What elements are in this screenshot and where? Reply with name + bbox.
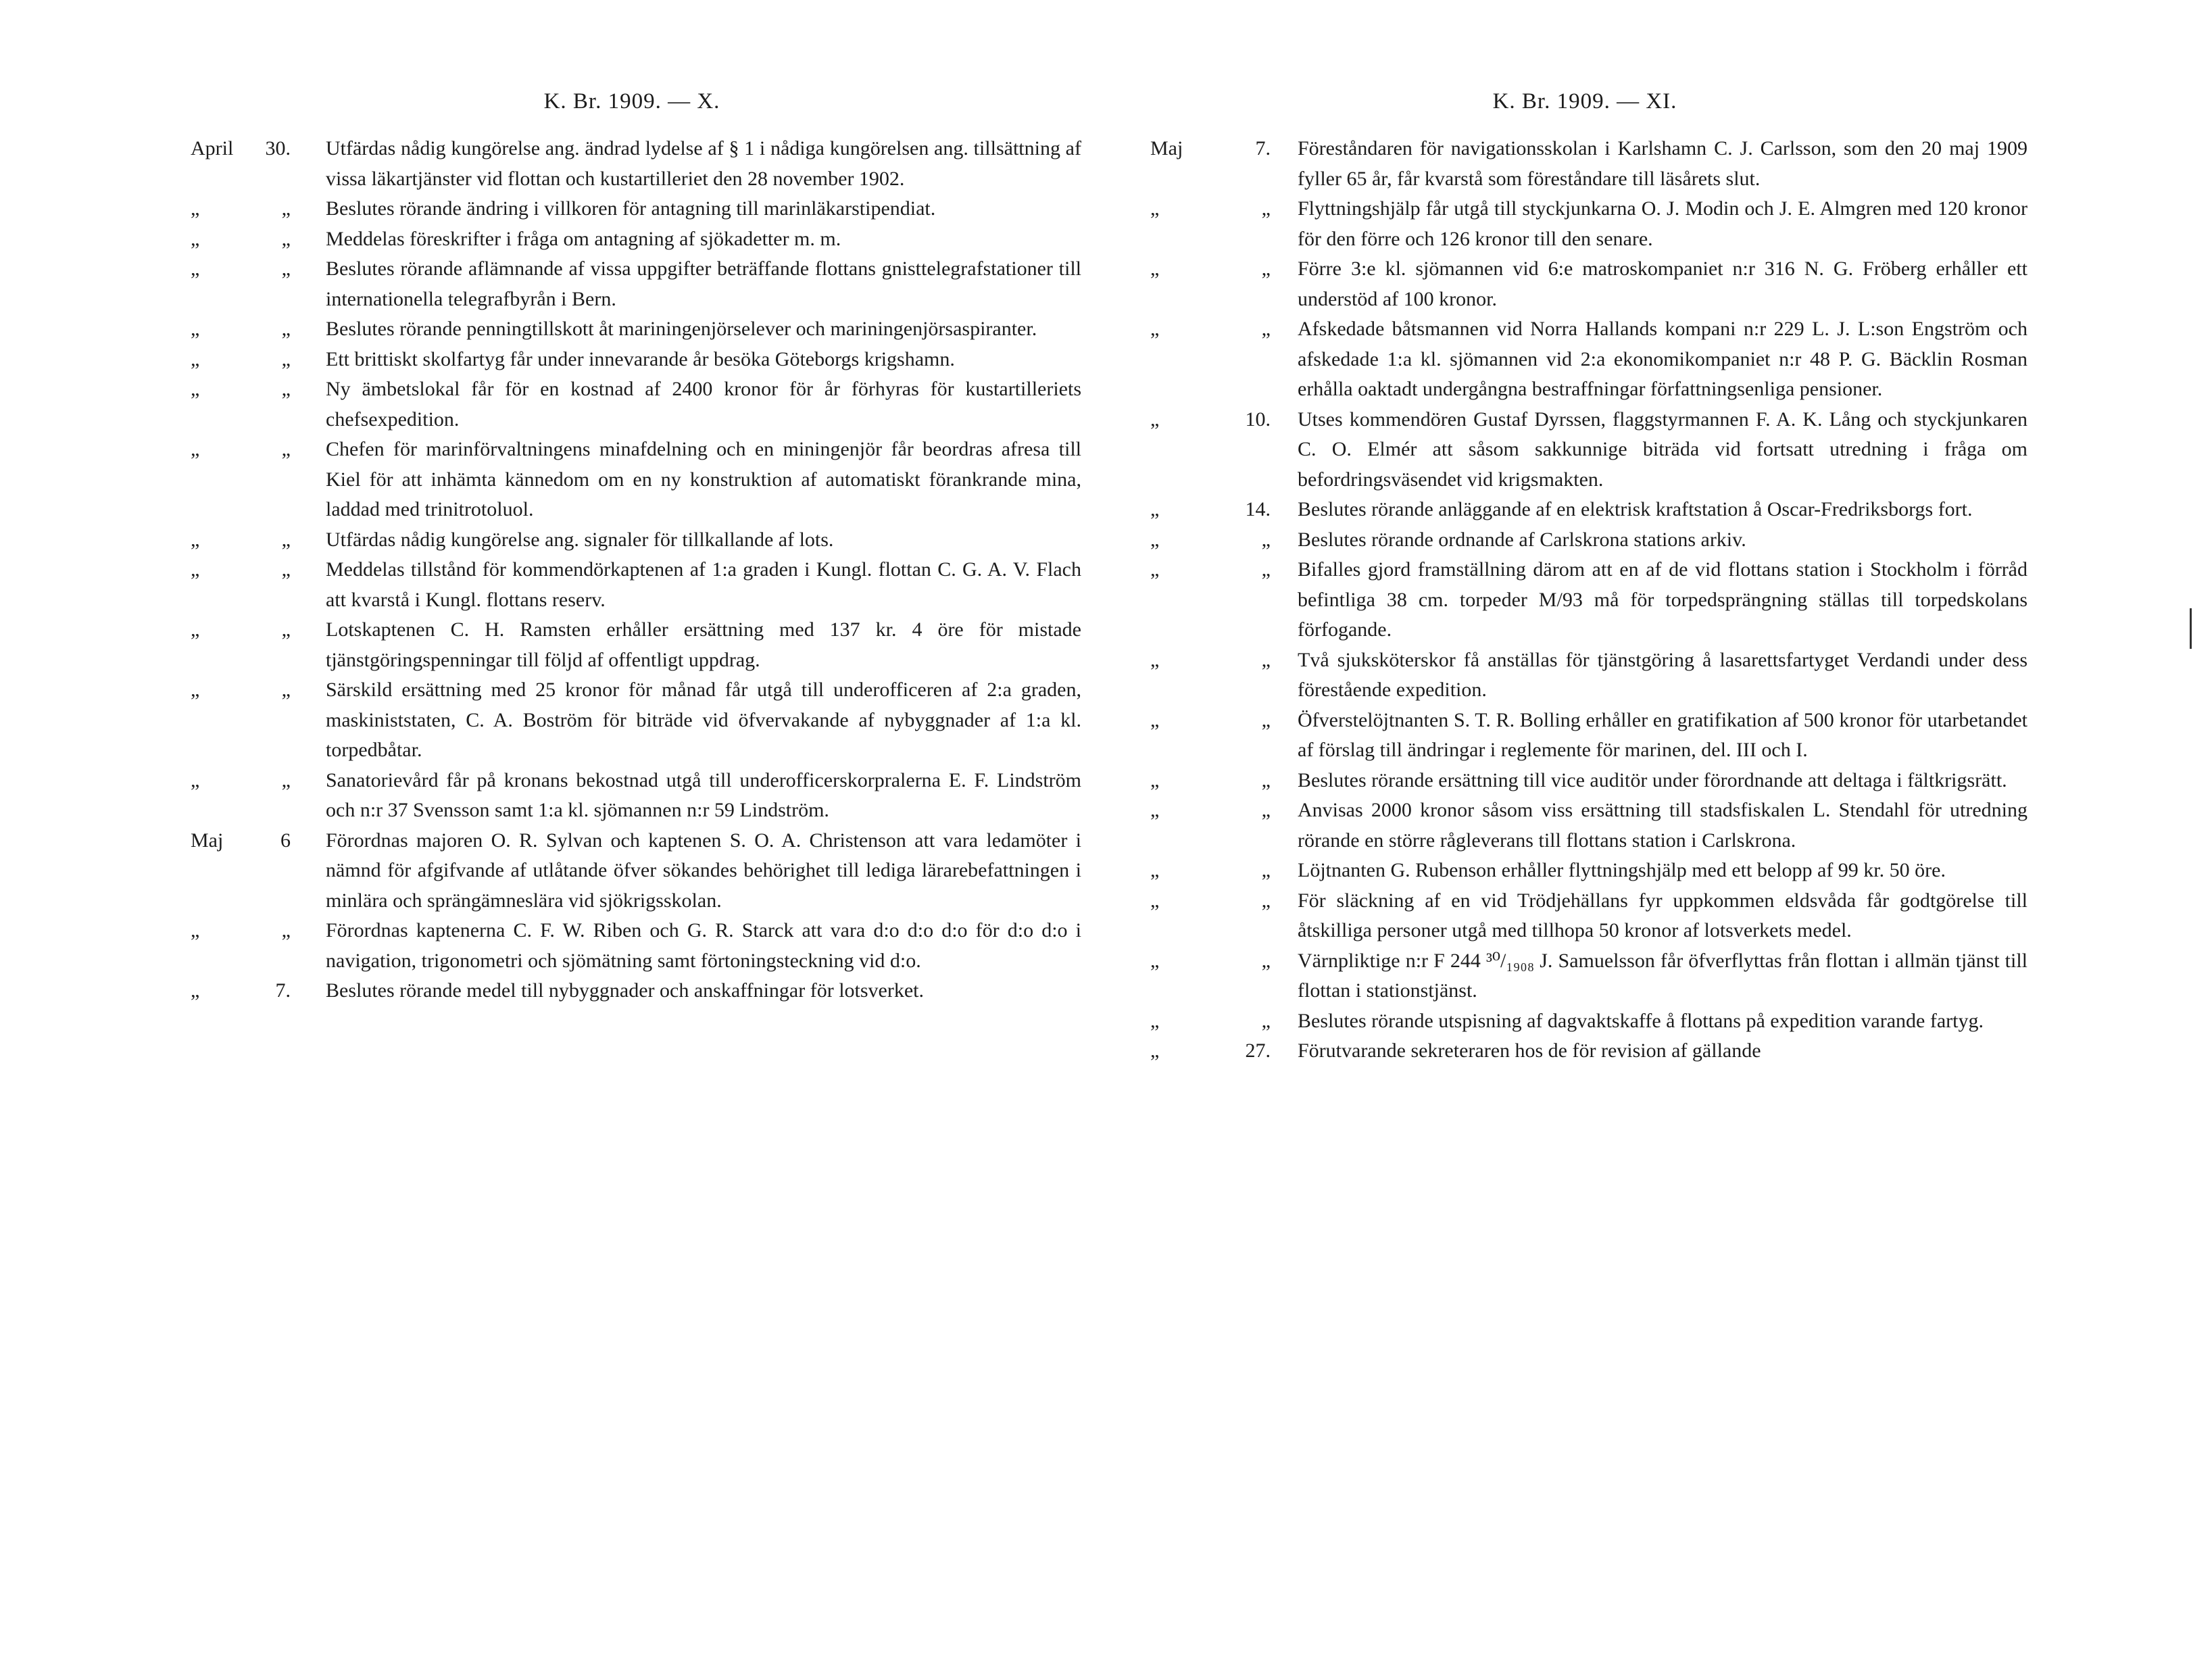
entry-text: Öfverstelöjtnanten S. T. R. Bolling erhåller en gratifikation af 500 kronor för utarbetandet af förslag till ändringar i reglemente för marinen, del. III och I. [1298, 708, 2027, 761]
entry [1142, 254, 2027, 314]
entry [1142, 555, 2027, 645]
entry-text: Två sjuksköterskor få anställas för tjänstgöring å lasarettsfartyget Verdandi under dess förestående expedition. [1298, 648, 2027, 701]
entry [1142, 856, 2027, 886]
entry-day: „ [1261, 258, 1271, 280]
entry-month: „ [1150, 859, 1160, 881]
entry-text: Beslutes rörande ordnande af Carlskrona stations arkiv. [1298, 528, 1746, 551]
entry-day: „ [1261, 859, 1271, 881]
entry-text: Föreståndaren för navigationsskolan i Karlshamn C. J. Carlsson, som den 20 maj 1909 fyller 65 år, får kvarstå som föreståndare till läsårets slut. [1298, 137, 2027, 190]
entry-day: 7. [1255, 137, 1271, 160]
entry-text: Beslutes rörande ersättning till vice auditör under förordnande att deltaga i fältkrigsrätt. [1298, 768, 2007, 791]
entry-text: Bifalles gjord framställning därom att en af de vid flottans station i Stockholm i förråd befintliga 38 cm. torpeder M/93 må för torpedsprängning ställas till torpedskolans förfogande. [1298, 558, 2027, 641]
entry-text: Utfärdas nådig kungörelse ang. ändrad lydelse af § 1 i nådiga kungörelsen ang. tillsättning af vissa läkartjänster vid flottan och kustartilleriet den 28 november 1902. [326, 137, 1081, 190]
entry-text: Värnpliktige n:r F 244 ³⁰/₁₉₀₈ J. Samuelsson får öfverflyttas från flottan i allmän tjänst till flottan i stationstjänst. [1298, 949, 2027, 1002]
entry [182, 194, 1081, 224]
entry-day: „ [281, 919, 291, 941]
entry [1142, 495, 2027, 525]
entry [1142, 314, 2027, 405]
entry-day: 10. [1245, 408, 1271, 431]
entry-text: Särskild ersättning med 25 kronor för månad får utgå till underofficeren af 2:a graden, maskiniststaten, C. A. Boström för biträde vid öfvervakande af nybyggnader af 1:a kl. torpedbåtar. [326, 679, 1081, 761]
entry-month: „ [191, 679, 200, 701]
entry [182, 555, 1081, 615]
entry-day: „ [281, 378, 291, 400]
entry [182, 916, 1081, 976]
entry-day: „ [281, 768, 291, 791]
entry-day: „ [1261, 197, 1271, 220]
entry-text: För släckning af en vid Trödjehällans fyr uppkommen eldsvåda får godtgörelse till åtskilliga personer utgå med tillhopa 50 kronor af lotsverkets medel. [1298, 889, 2027, 941]
entry-month: „ [191, 227, 200, 250]
entry-month: „ [1150, 799, 1160, 821]
entry [1142, 134, 2027, 194]
left-page [182, 0, 1081, 1666]
entry-month: „ [1150, 949, 1160, 972]
entry-month: „ [1150, 318, 1160, 340]
right-page-heading: K. Br. 1909. — XI. [1492, 89, 1677, 114]
entry-day: „ [281, 318, 291, 340]
entry-month: „ [191, 528, 200, 551]
entry [1142, 1036, 2027, 1067]
entry [1142, 946, 2027, 1006]
entry [1142, 1006, 2027, 1037]
entry-text: Beslutes rörande medel till nybyggnader och anskaffningar för lotsverket. [326, 979, 925, 1002]
entry [1142, 706, 2027, 766]
entry-day: „ [1261, 708, 1271, 731]
entry-month: „ [191, 197, 200, 220]
entry [182, 345, 1081, 375]
entry [182, 224, 1081, 255]
entry [182, 826, 1081, 916]
entry-day: „ [281, 227, 291, 250]
entry-day: „ [1261, 768, 1271, 791]
entry-text: Förordnas kaptenerna C. F. W. Riben och G. R. Starck att vara d:o d:o d:o för d:o d:o i navigation, trigonometri och sjömätning samt förtoningsteckning vid d:o. [326, 919, 1081, 972]
entry-month: „ [191, 768, 200, 791]
page-edge-mark [2190, 608, 2192, 649]
entry-day: 27. [1245, 1039, 1271, 1062]
entry-text: Flyttningshjälp får utgå till styckjunkarna O. J. Modin och J. E. Almgren med 120 kronor för den förre och 126 kronor till den senare. [1298, 197, 2027, 250]
entry [182, 976, 1081, 1006]
entry-month: „ [1150, 768, 1160, 791]
entry [1142, 886, 2027, 946]
entry [182, 134, 1081, 194]
entry-month: „ [1150, 528, 1160, 551]
entry-month: April [191, 137, 234, 160]
entry-month: „ [191, 318, 200, 340]
entry-day: „ [281, 618, 291, 641]
entry-text: Beslutes rörande utspisning af dagvaktskaffe å flottans på expedition varande fartyg. [1298, 1009, 1984, 1032]
entry-text: Förutvarande sekreteraren hos de för revision af gällande [1298, 1039, 1761, 1062]
entry-month: „ [1150, 889, 1160, 912]
entry-day: „ [281, 197, 291, 220]
entry [1142, 645, 2027, 706]
entry-month: „ [1150, 1039, 1160, 1062]
entry [1142, 525, 2027, 556]
entry-day: „ [1261, 1009, 1271, 1032]
entry-month: „ [191, 919, 200, 941]
entry-day: „ [281, 347, 291, 370]
entry [1142, 194, 2027, 254]
entry [1142, 405, 2027, 495]
entry-text: Utfärdas nådig kungörelse ang. signaler för tillkallande af lots. [326, 528, 834, 551]
entry-month: „ [1150, 708, 1160, 731]
entry [182, 675, 1081, 766]
entry [1142, 766, 2027, 796]
entry-month: „ [191, 378, 200, 400]
entry [1142, 795, 2027, 856]
entry-text: Sanatorievård får på kronans bekostnad utgå till underofficerskorpralerna E. F. Lindström och n:r 37 Svensson samt 1:a kl. sjömannen n:r 59 Lindström. [326, 768, 1081, 821]
entry-month: „ [1150, 1009, 1160, 1032]
entry-month: Maj [191, 829, 224, 852]
entry [182, 766, 1081, 826]
entry-day: 14. [1245, 498, 1271, 520]
entry-day: „ [1261, 318, 1271, 340]
entry-day: 6 [280, 829, 291, 852]
entry-text: Beslutes rörande ändring i villkoren för antagning till marinläkarstipendiat. [326, 197, 936, 220]
entry [182, 314, 1081, 345]
entry-day: „ [281, 679, 291, 701]
entry-day: „ [281, 558, 291, 581]
entry-month: „ [1150, 498, 1160, 520]
entry [182, 254, 1081, 314]
entry [182, 525, 1081, 556]
entry-month: „ [191, 258, 200, 280]
entry-day: „ [1261, 949, 1271, 972]
entry-text: Lotskaptenen C. H. Ramsten erhåller ersättning med 137 kr. 4 öre för mistade tjänstgöringspenningar till följd af offentligt uppdrag. [326, 618, 1081, 671]
entry-month: „ [1150, 408, 1160, 431]
entry-month: „ [191, 979, 200, 1002]
entry-text: Ny ämbetslokal får för en kostnad af 2400 kronor för år förhyras för kustartilleriets chefsexpedition. [326, 378, 1081, 431]
entry-text: Förordnas majoren O. R. Sylvan och kaptenen S. O. A. Christenson att vara ledamöter i nämnd för afgifvande af utlåtande öfver sökandes behörighet till lediga lärarebefattningen i minlära och sprängämneslära vid sjökrigsskolan. [326, 829, 1081, 912]
entry-text: Ett brittiskt skolfartyg får under innevarande år besöka Göteborgs krigshamn. [326, 347, 955, 370]
entry-month: „ [191, 618, 200, 641]
entry-day: „ [1261, 648, 1271, 671]
right-page [1142, 0, 2027, 1666]
entry-day: „ [1261, 528, 1271, 551]
entry-day: „ [281, 258, 291, 280]
left-entry-list [182, 134, 1081, 1006]
entry-day: 30. [265, 137, 291, 160]
entry-text: Meddelas tillstånd för kommendörkaptenen af 1:a graden i Kungl. flottan C. G. A. V. Flach att kvarstå i Kungl. flottans reserv. [326, 558, 1081, 611]
entry-day: „ [1261, 558, 1271, 581]
entry-text: Beslutes rörande anläggande af en elektrisk kraftstation å Oscar-Fredriksborgs fort. [1298, 498, 1973, 520]
entry-day: „ [281, 528, 291, 551]
entry-month: Maj [1150, 137, 1183, 160]
entry [182, 615, 1081, 675]
entry-text: Beslutes rörande aflämnande af vissa uppgifter beträffande flottans gnisttelegrafstationer till internationella telegrafbyrån i Bern. [326, 258, 1081, 310]
entry [182, 435, 1081, 525]
entry [182, 374, 1081, 435]
entry-month: „ [1150, 197, 1160, 220]
right-entry-list [1142, 134, 2027, 1067]
entry-text: Utses kommendören Gustaf Dyrssen, flaggstyrmannen F. A. K. Lång och styckjunkaren C. O. Elmér att såsom sakkunnige biträda vid fortsatt utredning i fråga om befordringsväsendet vid krigsmakten. [1298, 408, 2027, 491]
entry-month: „ [1150, 558, 1160, 581]
entry-month: „ [191, 558, 200, 581]
entry-text: Meddelas föreskrifter i fråga om antagning af sjökadetter m. m. [326, 227, 841, 250]
entry-month: „ [1150, 648, 1160, 671]
entry-day: „ [1261, 799, 1271, 821]
entry-month: „ [191, 347, 200, 370]
entry-text: Förre 3:e kl. sjömannen vid 6:e matroskompaniet n:r 316 N. G. Fröberg erhåller ett understöd af 100 kronor. [1298, 258, 2027, 310]
entry-text: Beslutes rörande penningtillskott åt mariningenjörselever och mariningenjörsaspiranter. [326, 318, 1037, 340]
entry-text: Löjtnanten G. Rubenson erhåller flyttningshjälp med ett belopp af 99 kr. 50 öre. [1298, 859, 1946, 881]
entry-month: „ [1150, 258, 1160, 280]
entry-month: „ [191, 438, 200, 460]
left-page-heading: K. Br. 1909. — X. [543, 89, 720, 114]
entry-day: 7. [275, 979, 291, 1002]
entry-text: Anvisas 2000 kronor såsom viss ersättning till stadsfiskalen L. Stendahl för utredning rörande en större rågleverans till flottans station i Carlskrona. [1298, 799, 2027, 852]
entry-day: „ [281, 438, 291, 460]
entry-text: Chefen för marinförvaltningens minafdelning och en miningenjör får beordras afresa till Kiel för att inhämta kännedom om en ny konstruktion af automatiskt förankrande mina, laddad med trinitrotoluol. [326, 438, 1081, 520]
entry-day: „ [1261, 889, 1271, 912]
entry-text: Afskedade båtsmannen vid Norra Hallands kompani n:r 229 L. J. L:son Engström och afskedade 1:a kl. sjömannen vid 2:a ekonomikompaniet n:r 48 P. G. Bäcklin Rosman erhålla oaktadt undergångna bestraffningar författningsenliga pensioner. [1298, 318, 2027, 400]
